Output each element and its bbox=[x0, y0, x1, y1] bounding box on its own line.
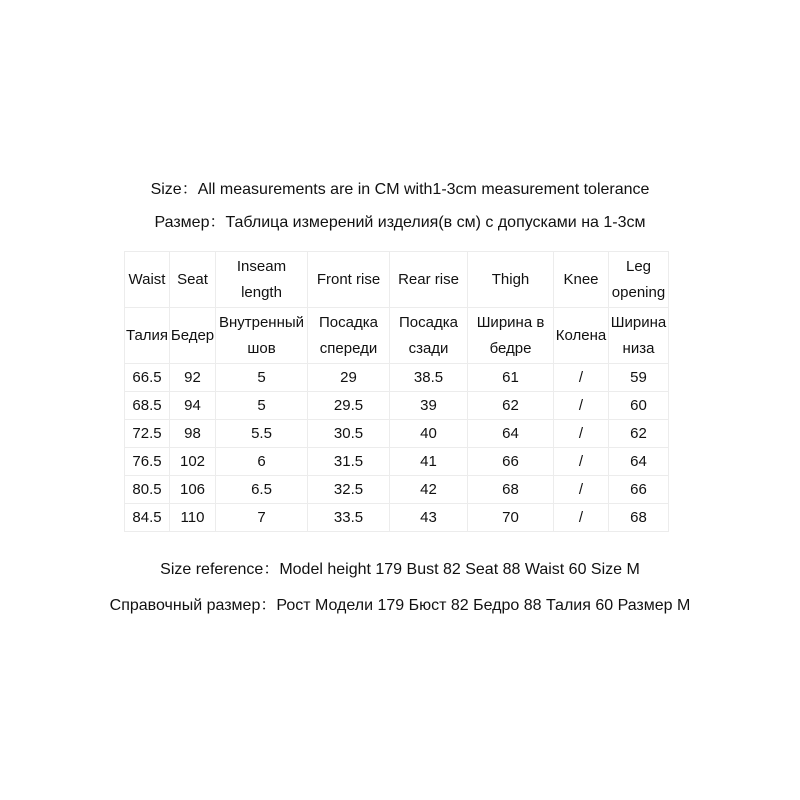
column-header-ru-line: бедре bbox=[489, 339, 532, 357]
table-cell: 33.5 bbox=[308, 504, 390, 532]
table-cell: 64 bbox=[468, 420, 554, 448]
column-header-en-line: opening bbox=[611, 283, 666, 301]
column-header-ru-line: Посадка bbox=[319, 313, 378, 331]
column-header-ru-line: сзади bbox=[408, 339, 449, 357]
column-header-ru-line: Талия bbox=[125, 326, 169, 344]
table-cell: 70 bbox=[468, 504, 554, 532]
column-header-ru bbox=[468, 308, 554, 364]
intro-line-ru: Размер：Таблица измерений изделия(в см) с допусками на 1-3см bbox=[154, 214, 646, 231]
table-cell: 102 bbox=[170, 448, 216, 476]
table-cell: 59 bbox=[609, 364, 669, 392]
table-cell: 98 bbox=[170, 420, 216, 448]
table-cell: 6.5 bbox=[216, 476, 308, 504]
table-cell: 66.5 bbox=[125, 364, 170, 392]
column-header-ru bbox=[125, 308, 170, 364]
table-cell: 64 bbox=[609, 448, 669, 476]
table-cell: 76.5 bbox=[125, 448, 170, 476]
header-row-en bbox=[125, 252, 669, 308]
table-cell: 41 bbox=[390, 448, 468, 476]
reference-line-en: Size reference：Model height 179 Bust 82 Seat 88 Waist 60 Size M bbox=[160, 561, 640, 578]
table-cell: / bbox=[554, 420, 609, 448]
column-header-ru-line: Внутренный bbox=[218, 313, 305, 331]
table-cell: 32.5 bbox=[308, 476, 390, 504]
reference-line-ru: Справочный размер：Рост Модели 179 Бюст 82 Бедро 88 Талия 60 Размер M bbox=[109, 597, 691, 614]
table-cell: 62 bbox=[609, 420, 669, 448]
table-cell: 68 bbox=[609, 504, 669, 532]
table-row bbox=[125, 448, 669, 476]
table-row bbox=[125, 364, 669, 392]
column-header-ru-line: Ширина в bbox=[476, 313, 545, 331]
table-cell: 30.5 bbox=[308, 420, 390, 448]
table-cell: 43 bbox=[390, 504, 468, 532]
table-cell: / bbox=[554, 476, 609, 504]
column-header-ru-line: Бедер bbox=[170, 326, 215, 344]
table-cell: 80.5 bbox=[125, 476, 170, 504]
table-cell: 39 bbox=[390, 392, 468, 420]
table-cell: 5.5 bbox=[216, 420, 308, 448]
table-cell: / bbox=[554, 364, 609, 392]
table-cell: 61 bbox=[468, 364, 554, 392]
intro-line-en: Size：All measurements are in CM with1-3cm measurement tolerance bbox=[150, 181, 650, 198]
table-cell: 106 bbox=[170, 476, 216, 504]
column-header-en bbox=[216, 252, 308, 308]
column-header-ru-line: Посадка bbox=[399, 313, 458, 331]
column-header-en-line: Leg bbox=[625, 257, 652, 275]
column-header-en bbox=[170, 252, 216, 308]
table-cell: / bbox=[554, 504, 609, 532]
column-header-ru-line: низа bbox=[622, 339, 655, 357]
table-cell: 5 bbox=[216, 392, 308, 420]
table-row bbox=[125, 392, 669, 420]
header-row-ru bbox=[125, 308, 669, 364]
column-header-ru-line: Колена bbox=[555, 326, 607, 344]
table-cell: 6 bbox=[216, 448, 308, 476]
table-cell: 60 bbox=[609, 392, 669, 420]
table-cell: 92 bbox=[170, 364, 216, 392]
table-cell: 66 bbox=[609, 476, 669, 504]
table-cell: / bbox=[554, 448, 609, 476]
column-header-ru bbox=[554, 308, 609, 364]
column-header-en bbox=[468, 252, 554, 308]
column-header-en-line: Waist bbox=[128, 270, 166, 288]
table-cell: 5 bbox=[216, 364, 308, 392]
column-header-en bbox=[390, 252, 468, 308]
table-cell: 42 bbox=[390, 476, 468, 504]
column-header-en-line: Thigh bbox=[491, 270, 530, 288]
column-header-en bbox=[609, 252, 669, 308]
column-header-ru bbox=[390, 308, 468, 364]
column-header-en-line: Seat bbox=[177, 270, 208, 288]
table-cell: 38.5 bbox=[390, 364, 468, 392]
column-header-ru-line: спереди bbox=[319, 339, 378, 357]
size-table bbox=[124, 251, 669, 532]
column-header-ru bbox=[170, 308, 216, 364]
table-cell: 66 bbox=[468, 448, 554, 476]
table-row bbox=[125, 504, 669, 532]
table-cell: 68 bbox=[468, 476, 554, 504]
table-cell: 40 bbox=[390, 420, 468, 448]
column-header-ru-line: шов bbox=[247, 339, 276, 357]
table-cell: 110 bbox=[170, 504, 216, 532]
table-cell: 72.5 bbox=[125, 420, 170, 448]
table-cell: 68.5 bbox=[125, 392, 170, 420]
column-header-en bbox=[308, 252, 390, 308]
table-cell: 84.5 bbox=[125, 504, 170, 532]
table-row bbox=[125, 420, 669, 448]
table-cell: 29 bbox=[308, 364, 390, 392]
table-cell: 31.5 bbox=[308, 448, 390, 476]
table-cell: 29.5 bbox=[308, 392, 390, 420]
column-header-ru-line: Ширина bbox=[610, 313, 667, 331]
table-cell: 7 bbox=[216, 504, 308, 532]
column-header-ru bbox=[609, 308, 669, 364]
column-header-en bbox=[125, 252, 170, 308]
column-header-en-line: Front rise bbox=[316, 270, 381, 288]
table-cell: / bbox=[554, 392, 609, 420]
column-header-ru bbox=[216, 308, 308, 364]
column-header-en-line: Inseam bbox=[236, 257, 287, 275]
column-header-en bbox=[554, 252, 609, 308]
column-header-en-line: Knee bbox=[563, 270, 599, 288]
column-header-ru bbox=[308, 308, 390, 364]
table-body bbox=[125, 252, 669, 532]
table-cell: 62 bbox=[468, 392, 554, 420]
table-cell: 94 bbox=[170, 392, 216, 420]
column-header-en-line: length bbox=[241, 283, 282, 301]
table-row bbox=[125, 476, 669, 504]
column-header-en-line: Rear rise bbox=[398, 270, 459, 288]
